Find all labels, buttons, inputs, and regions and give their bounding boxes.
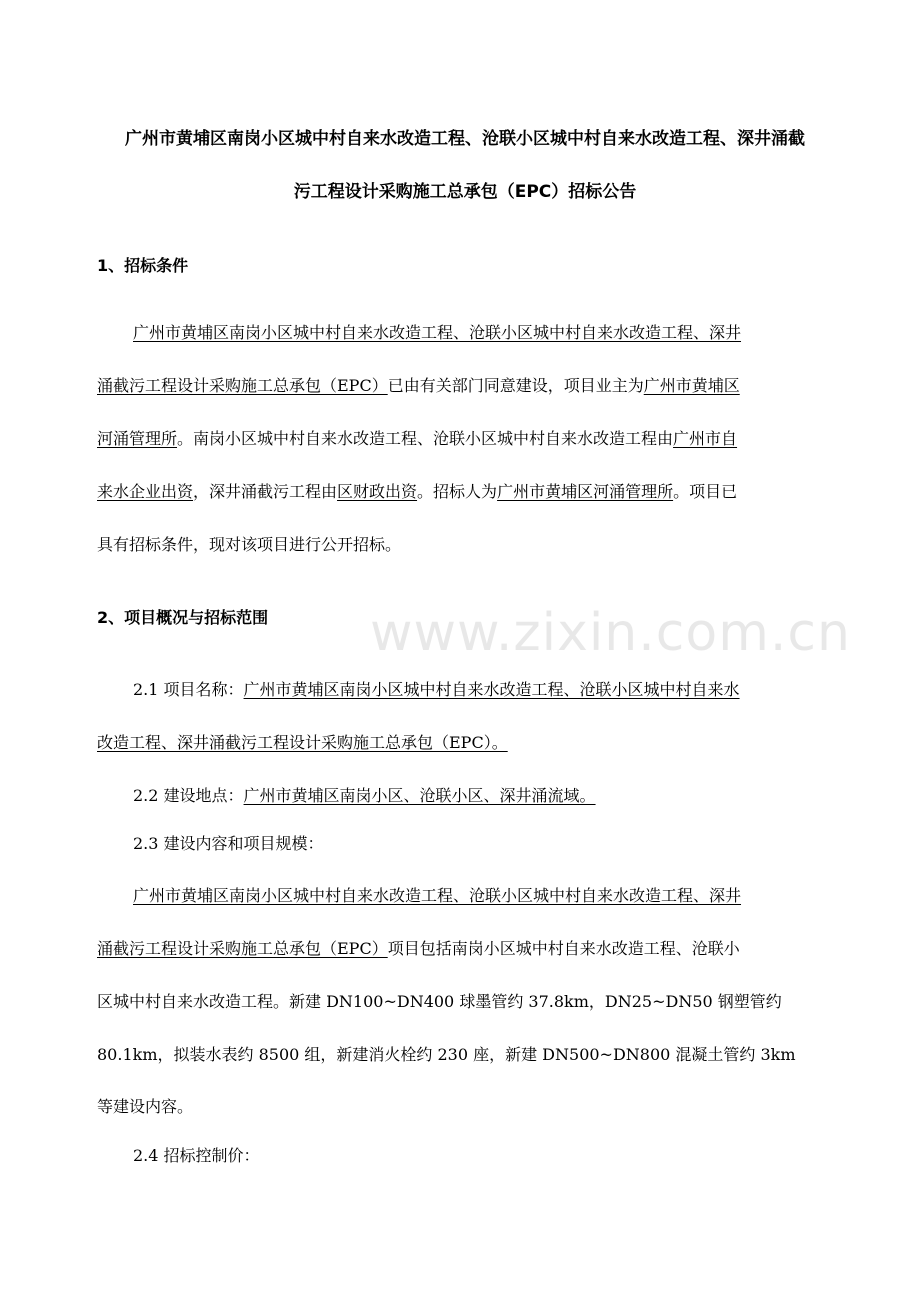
paragraph-1-line-4 <box>97 482 737 502</box>
paragraph-1-line-5: 具有招标条件，现对该项目进行公开招标。 <box>97 535 402 554</box>
section-2-3-line-3: 区城中村自来水改造工程。新建 DN100~DN400 球墨管约 37.8km，DN25~DN50 钢塑管约 <box>97 992 782 1011</box>
section-2-2-label: 2.2 建设地点： <box>133 786 244 805</box>
section-2-3-line-5: 等建设内容。 <box>97 1097 194 1116</box>
section-2-1-line-1 <box>133 680 740 700</box>
text-segment: 。招标人为 <box>417 482 498 501</box>
section-2-3-line-4: 80.1km，拟装水表约 8500 组，新建消火栓约 230 座，新建 DN500~DN800 混凝土管约 3km <box>97 1045 796 1064</box>
text-segment: 已由有关部门同意建设，项目业主为 <box>387 376 644 395</box>
project-name-underlined: 涌截污工程设计采购施工总承包（EPC） <box>97 939 388 958</box>
project-name-underlined: 改造工程、深井涌截污工程设计采购施工总承包（EPC）。 <box>97 733 508 752</box>
text-segment: ，深井涌截污工程由 <box>193 482 338 501</box>
section-2-3-label: 2.3 建设内容和项目规模： <box>133 834 324 853</box>
document-title-line-2: 污工程设计采购施工总承包（EPC）招标公告 <box>293 182 637 202</box>
watermark: www.zixin.com.cn <box>370 603 851 663</box>
section-2-1-line-2 <box>97 733 508 753</box>
text-segment: 。南岗小区城中村自来水改造工程、沧联小区城中村自来水改造工程由 <box>177 429 674 448</box>
funding-source-underlined: 来水企业出资 <box>97 482 194 501</box>
funding-source-underlined: 区财政出资 <box>337 482 418 501</box>
funding-source-underlined: 广州市自 <box>673 429 738 448</box>
section-2-4-label: 2.4 招标控制价： <box>133 1146 260 1165</box>
location-underlined: 广州市黄埔区南岗小区、沧联小区、深井涌流域。 <box>243 786 596 805</box>
section-2-3-line-1 <box>133 886 741 906</box>
owner-name-underlined: 广州市黄埔区 <box>643 376 740 395</box>
section-1-heading: 1、招标条件 <box>97 256 189 275</box>
section-2-1-label: 2.1 项目名称： <box>133 680 244 699</box>
section-2-3-line-2 <box>97 939 740 959</box>
paragraph-1-line-3 <box>97 429 737 449</box>
section-2-heading: 2、项目概况与招标范围 <box>97 608 269 627</box>
project-name-underlined: 广州市黄埔区南岗小区城中村自来水改造工程、沧联小区城中村自来水 <box>243 680 740 699</box>
document-title-line-1: 广州市黄埔区南岗小区城中村自来水改造工程、沧联小区城中村自来水改造工程、深井涌截 <box>125 129 805 149</box>
project-name-underlined: 涌截污工程设计采购施工总承包（EPC） <box>97 376 388 395</box>
project-name-underlined: 广州市黄埔区南岗小区城中村自来水改造工程、沧联小区城中村自来水改造工程、深井 <box>133 886 742 905</box>
tenderer-underlined: 广州市黄埔区河涌管理所 <box>497 482 674 501</box>
paragraph-1-line-1 <box>133 323 741 343</box>
text-segment: 项目包括南岗小区城中村自来水改造工程、沧联小 <box>387 939 740 958</box>
owner-name-underlined: 河涌管理所 <box>97 429 178 448</box>
project-name-link: 广州市黄埔区南岗小区城中村自来水改造工程、沧联小区城中村自来水改造工程、深井 <box>133 323 742 342</box>
section-2-2-line <box>133 786 596 806</box>
paragraph-1-line-2 <box>97 376 740 396</box>
text-segment: 。项目已 <box>673 482 738 501</box>
